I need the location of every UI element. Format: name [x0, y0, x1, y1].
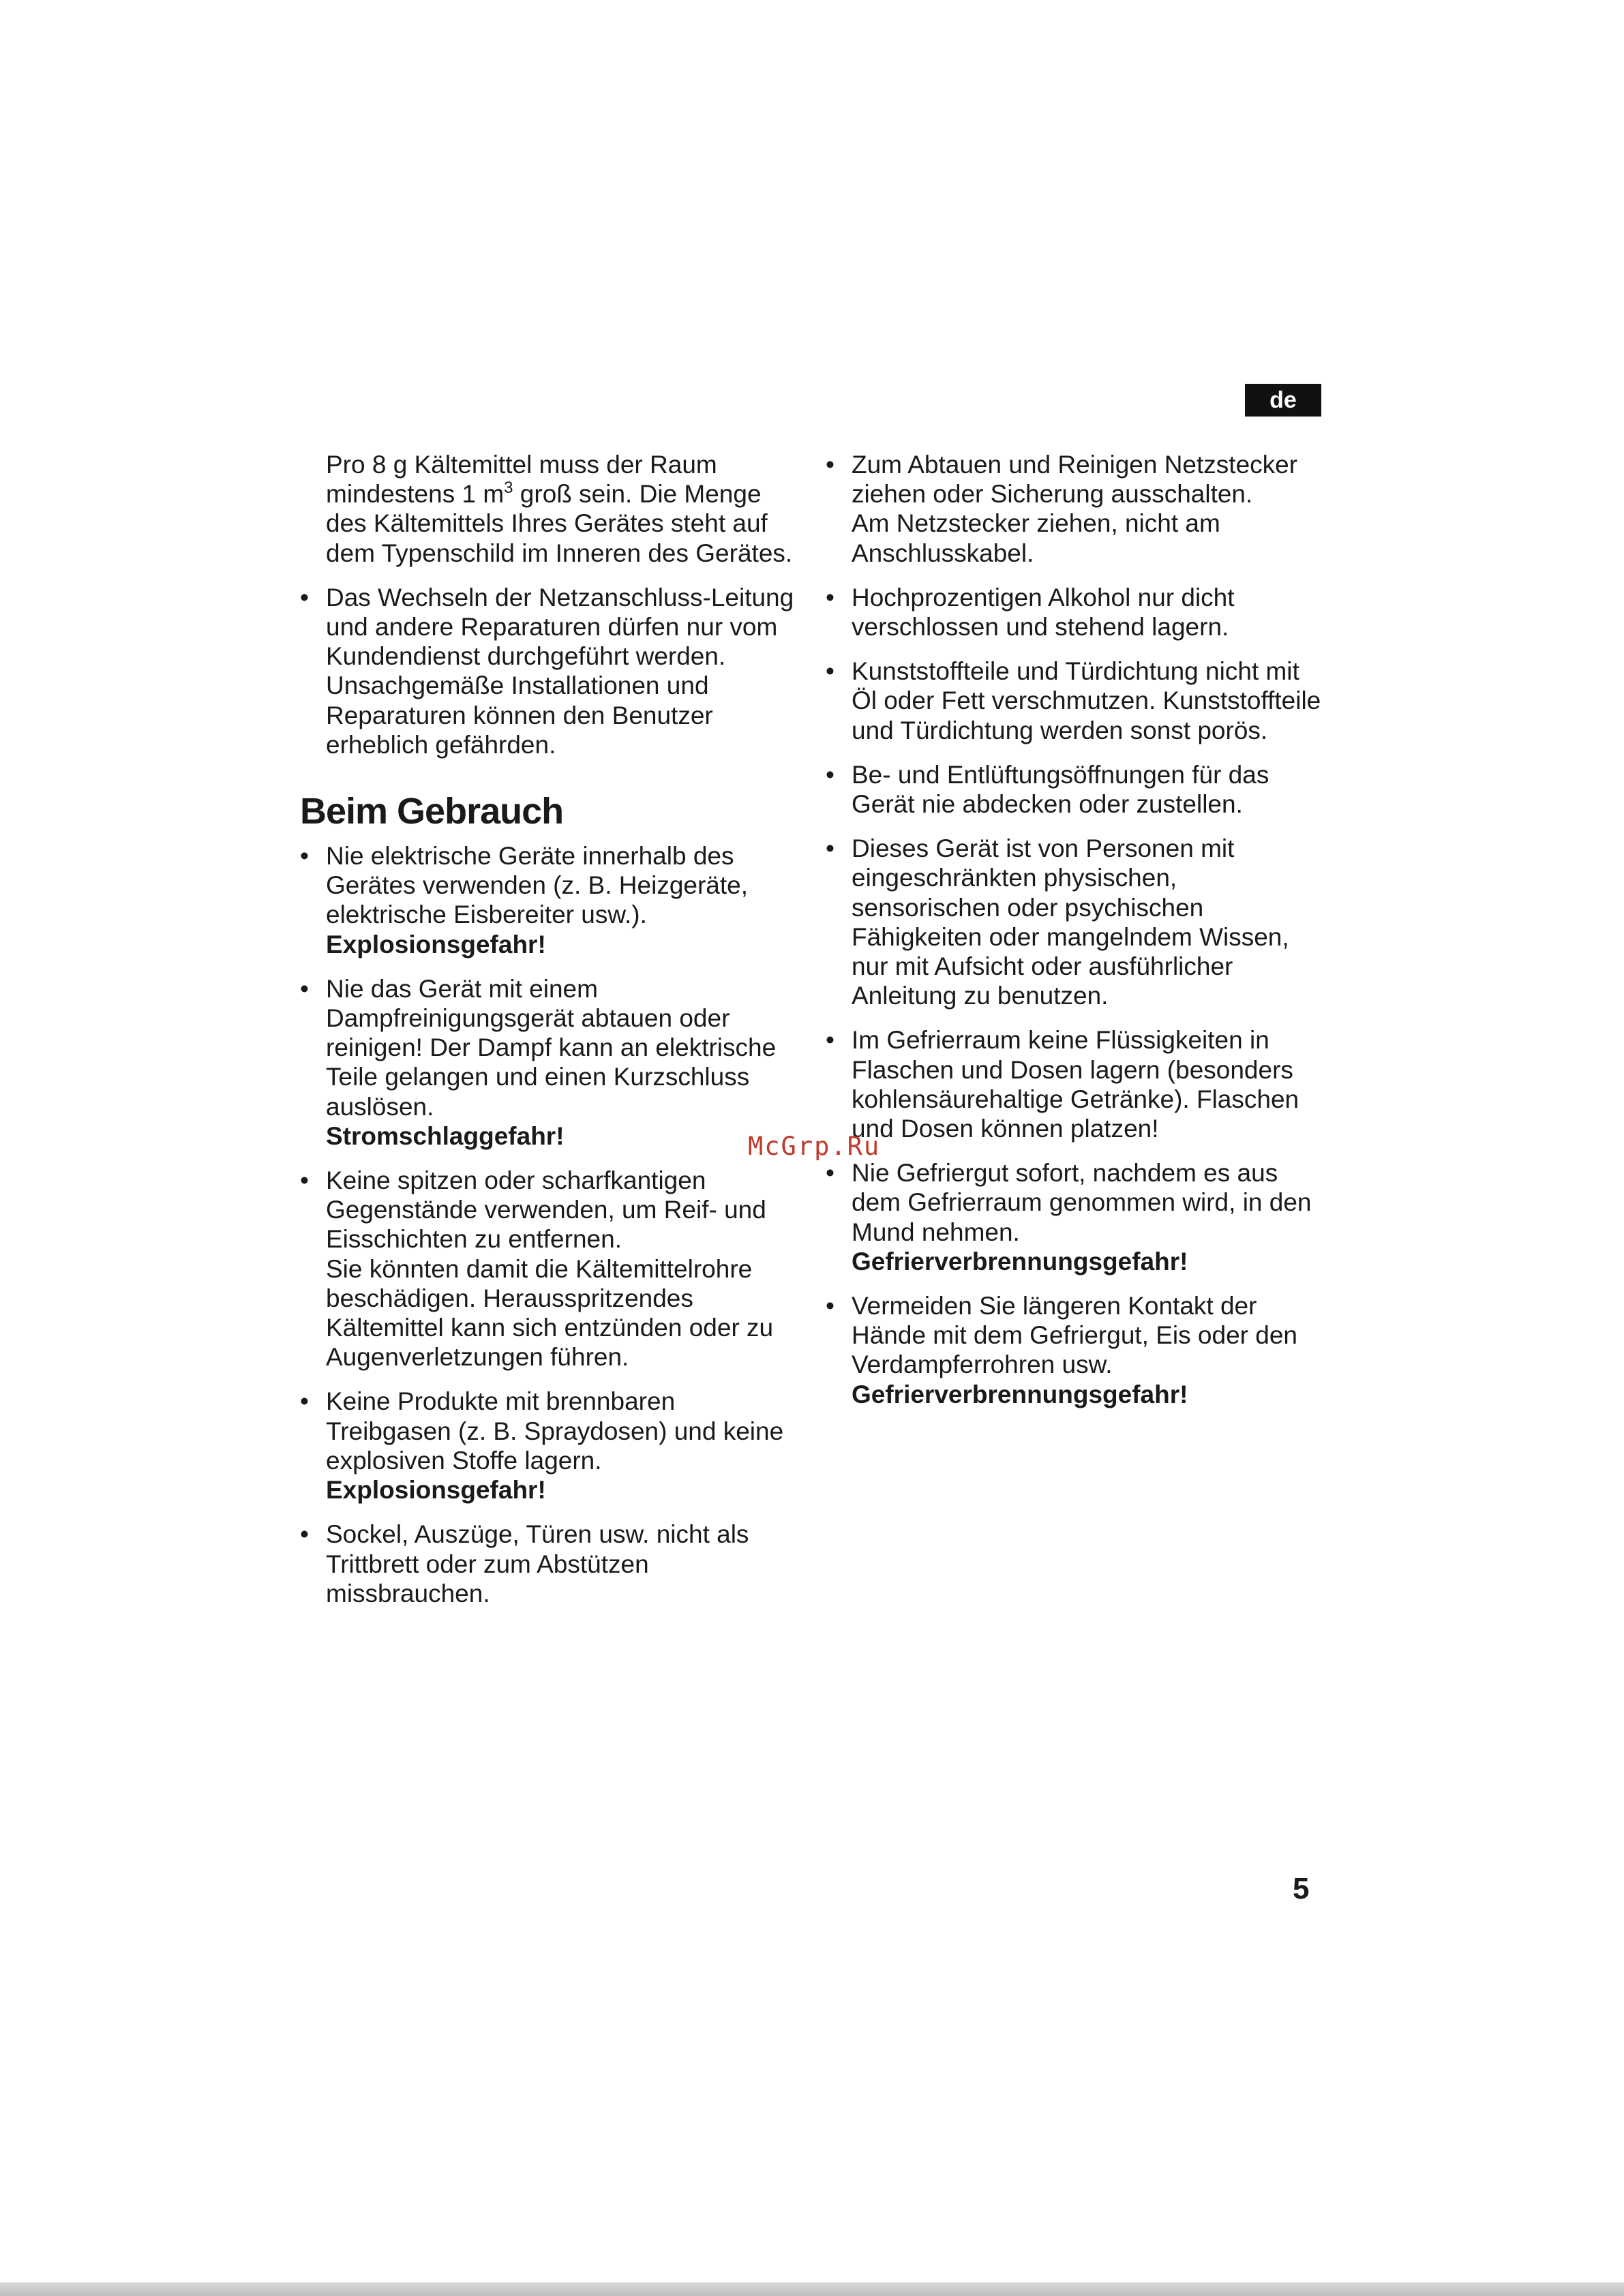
list-item: • Kunststoffteile und Türdichtung nicht mit Öl oder Fett verschmutzen. Kunststoffteile und Türdichtung werden sonst porös. — [826, 656, 1330, 745]
list-item: • Dieses Gerät ist von Personen mit eingeschränkten physischen, sensorischen oder psychischen Fähigkeiten oder mangelndem Wissen, nur mit Aufsicht oder ausführlicher Anleitung zu benutzen. — [826, 834, 1330, 1010]
warning-text: Explosionsgefahr! — [326, 1476, 546, 1505]
list-item: • Sockel, Auszüge, Türen usw. nicht als Trittbrett oder zum Abstützen missbrauchen. — [300, 1520, 805, 1608]
left-column — [300, 450, 805, 1623]
list-item: • Keine Produkte mit brennbaren Treibgasen (z. B. Spraydosen) und keine explosiven Stoffe lagern. Explosionsgefahr! — [300, 1387, 805, 1505]
list-item: • Nie das Gerät mit einem Dampfreinigungsgerät abtauen oder reinigen! Der Dampf kann an elektrische Teile gelangen und einen Kurzschluss auslösen. Stromschlaggefahr! — [300, 974, 805, 1151]
page-number: 5 — [1293, 1872, 1310, 1905]
warning-text: Gefrierverbrennungsgefahr! — [852, 1380, 1188, 1408]
list-item-repairs: • Das Wechseln der Netzanschluss-Leitung und andere Reparaturen dürfen nur vom Kundendienst durchgeführt werden. Unsachgemäße Installationen und Reparaturen können den Benutzer erheblich gefährden. — [300, 583, 805, 759]
refrigerant-paragraph — [326, 450, 805, 568]
list-item: • Im Gefrierraum keine Flüssigkeiten in Flaschen und Dosen lagern (besonders kohlensäurehaltige Getränke). Flaschen und Dosen können platzen! — [826, 1025, 1330, 1143]
warning-text: Explosionsgefahr! — [326, 930, 546, 958]
warning-text: Stromschlaggefahr! — [326, 1121, 565, 1150]
warning-text: Gefrierverbrennungsgefahr! — [852, 1247, 1188, 1275]
superscript-three: 3 — [504, 479, 513, 498]
list-item: • Nie Gefriergut sofort, nachdem es aus dem Gefrierraum genommen wird, in den Mund nehmen. Gefrierverbrennungsgefahr! — [826, 1158, 1330, 1276]
watermark-text: McGrp.Ru — [748, 1132, 881, 1161]
language-tab: de — [1245, 384, 1321, 417]
list-item: • Hochprozentigen Alkohol nur dicht verschlossen und stehend lagern. — [826, 583, 1330, 641]
list-item: • Be- und Entlüftungsöffnungen für das Gerät nie abdecken oder zustellen. — [826, 760, 1330, 819]
section-heading: Beim Gebrauch — [300, 791, 564, 832]
list-item: • Vermeiden Sie längeren Kontakt der Hände mit dem Gefriergut, Eis oder den Verdampferrohren usw. Gefrierverbrennungsgefahr! — [826, 1291, 1330, 1409]
list-item: • Nie elektrische Geräte innerhalb des Gerätes verwenden (z. B. Heizgeräte, elektrische Eisbereiter usw.). Explosionsgefahr! — [300, 841, 805, 959]
intro-text-start: Pro 8 g Kältemittel muss der Raum mindestens 1 m — [326, 451, 717, 509]
right-column — [826, 450, 1330, 1424]
list-item: • Keine spitzen oder scharfkantigen Gegenstände verwenden, um Reif- und Eisschichten zu entfernen. Sie könnten damit die Kältemittelrohre beschädigen. Herausspritzendes Kältemittel kann sich entzünden oder zu Augenverletzungen führen. — [300, 1166, 805, 1372]
intro-text-end: groß sein. Die Menge des Kältemittels Ihres Gerätes steht auf dem Typenschild im Inneren des Gerätes. — [326, 480, 793, 567]
list-item: • Zum Abtauen und Reinigen Netzstecker ziehen oder Sicherung ausschalten. Am Netzstecker ziehen, nicht am Anschlusskabel. — [826, 450, 1330, 568]
page-bottom-edge — [0, 2282, 1624, 2296]
